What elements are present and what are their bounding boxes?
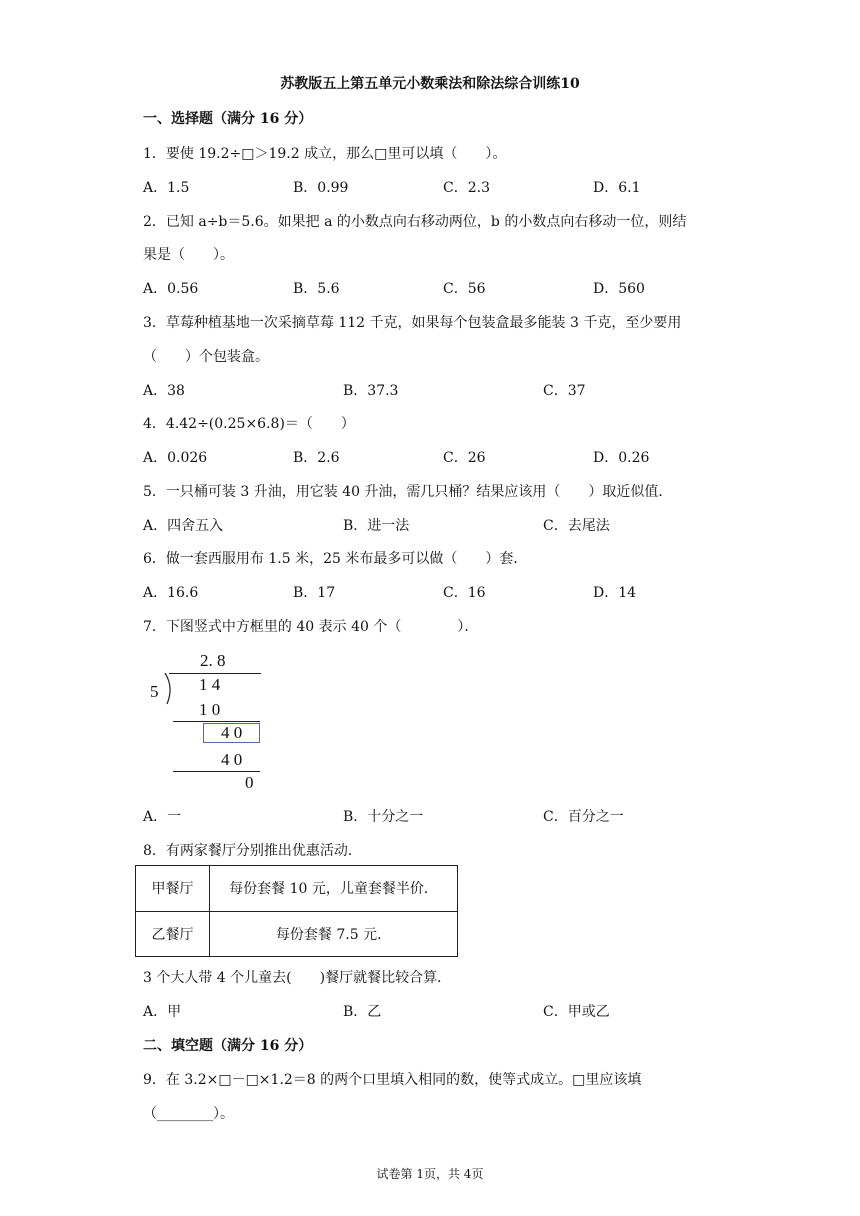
- q2-option-d: D．560: [593, 281, 645, 297]
- q6-option-a: A．16.6: [143, 585, 199, 601]
- table-row: [136, 911, 458, 957]
- final-remainder: 0: [245, 773, 254, 792]
- dividend: 1 4: [199, 675, 221, 694]
- q5-option-b: B．进一法: [343, 518, 410, 534]
- question-8-followup: 3 个大人带 4 个儿童去( )餐厅就餐比较合算．: [143, 970, 452, 986]
- page-footer: 试卷第 1页，共 4页: [376, 1167, 484, 1181]
- question-3-text: 3．草莓种植基地一次采摘草莓 112 千克，如果每个包装盒最多能装 3 千克，至少要用: [143, 315, 682, 331]
- question-9-blank: （________）。: [143, 1106, 234, 1122]
- q2-option-c: C．56: [443, 281, 486, 297]
- q8-option-b: B．乙: [343, 1004, 382, 1020]
- question-8-text: 8．有两家餐厅分别推出优惠活动．: [143, 843, 362, 859]
- restaurant-name: 甲餐厅: [136, 866, 210, 912]
- section-heading-fill: 二、填空题（满分 16 分）: [143, 1038, 313, 1054]
- q6-option-c: C．16: [443, 585, 486, 601]
- question-2-text-cont: 果是（ ）。: [143, 247, 234, 263]
- q4-option-d: D．0.26: [593, 450, 650, 466]
- section-heading-choice: 一、选择题（满分 16 分）: [143, 111, 313, 127]
- step-product-1: 1 0: [199, 700, 221, 719]
- quotient: 2. 8: [200, 651, 226, 670]
- q7-option-a: A．一: [143, 809, 182, 825]
- q4-option-a: A．0.026: [143, 450, 208, 466]
- q7-option-c: C．百分之一: [543, 809, 624, 825]
- q8-option-a: A．甲: [143, 1004, 182, 1020]
- q2-option-a: A．0.56: [143, 281, 199, 297]
- q3-option-c: C．37: [543, 383, 586, 399]
- q6-option-d: D．14: [593, 585, 637, 601]
- q4-option-c: C．26: [443, 450, 486, 466]
- q1-option-c: C．2.3: [443, 180, 490, 196]
- question-9-text: 9．在 3.2×□－□×1.2＝8 的两个口里填入相同的数，使等式成立。□里应该填: [143, 1072, 642, 1088]
- table-row: [136, 866, 458, 912]
- q1-option-b: B．0.99: [293, 180, 349, 196]
- q4-option-b: B．2.6: [293, 450, 340, 466]
- q7-option-b: B．十分之一: [343, 809, 424, 825]
- question-7-text: 7．下图竖式中方框里的 40 表示 40 个（ ）．: [143, 619, 479, 635]
- q2-option-b: B．5.6: [293, 281, 340, 297]
- divisor: 5: [150, 682, 159, 701]
- question-5-text: 5．一只桶可装 3 升油，用它装 40 升油，需几只桶？结果应该用（ ）取近似值．: [143, 484, 673, 500]
- question-6-text: 6．做一套西服用布 1.5 米，25 米布最多可以做（ ）套．: [143, 551, 528, 567]
- question-1-text: 1．要使 19.2÷□＞19.2 成立，那么□里可以填（ ）。: [143, 146, 507, 162]
- q1-option-a: A．1.5: [143, 180, 190, 196]
- long-division-figure: [143, 643, 268, 795]
- step-remainder-40: 4 0: [221, 723, 243, 742]
- step-product-2: 4 0: [221, 750, 243, 769]
- q6-option-b: B．17: [293, 585, 336, 601]
- q5-option-a: A．四舍五入: [143, 518, 224, 534]
- question-3-text-cont: （ ）个包装盒。: [143, 349, 269, 365]
- restaurant-offer: 每份套餐 7.5 元．: [210, 911, 458, 957]
- q3-option-b: B．37.3: [343, 383, 399, 399]
- page-title: 苏教版五上第五单元小数乘法和除法综合训练10: [280, 76, 580, 92]
- restaurant-name: 乙餐厅: [136, 911, 210, 957]
- division-bracket: [163, 673, 175, 705]
- question-2-text: 2．已知 a÷b＝5.6。如果把 a 的小数点向右移动两位，b 的小数点向右移动一位，则结: [143, 214, 687, 230]
- question-4-text: 4．4.42÷(0.25×6.8)＝（ ）: [143, 416, 355, 432]
- restaurant-offer: 每份套餐 10 元，儿童套餐半价．: [210, 866, 458, 912]
- q8-option-c: C．甲或乙: [543, 1004, 610, 1020]
- q5-option-c: C．去尾法: [543, 518, 610, 534]
- q1-option-d: D．6.1: [593, 180, 641, 196]
- q3-option-a: A．38: [143, 383, 185, 399]
- restaurant-table: [135, 865, 458, 957]
